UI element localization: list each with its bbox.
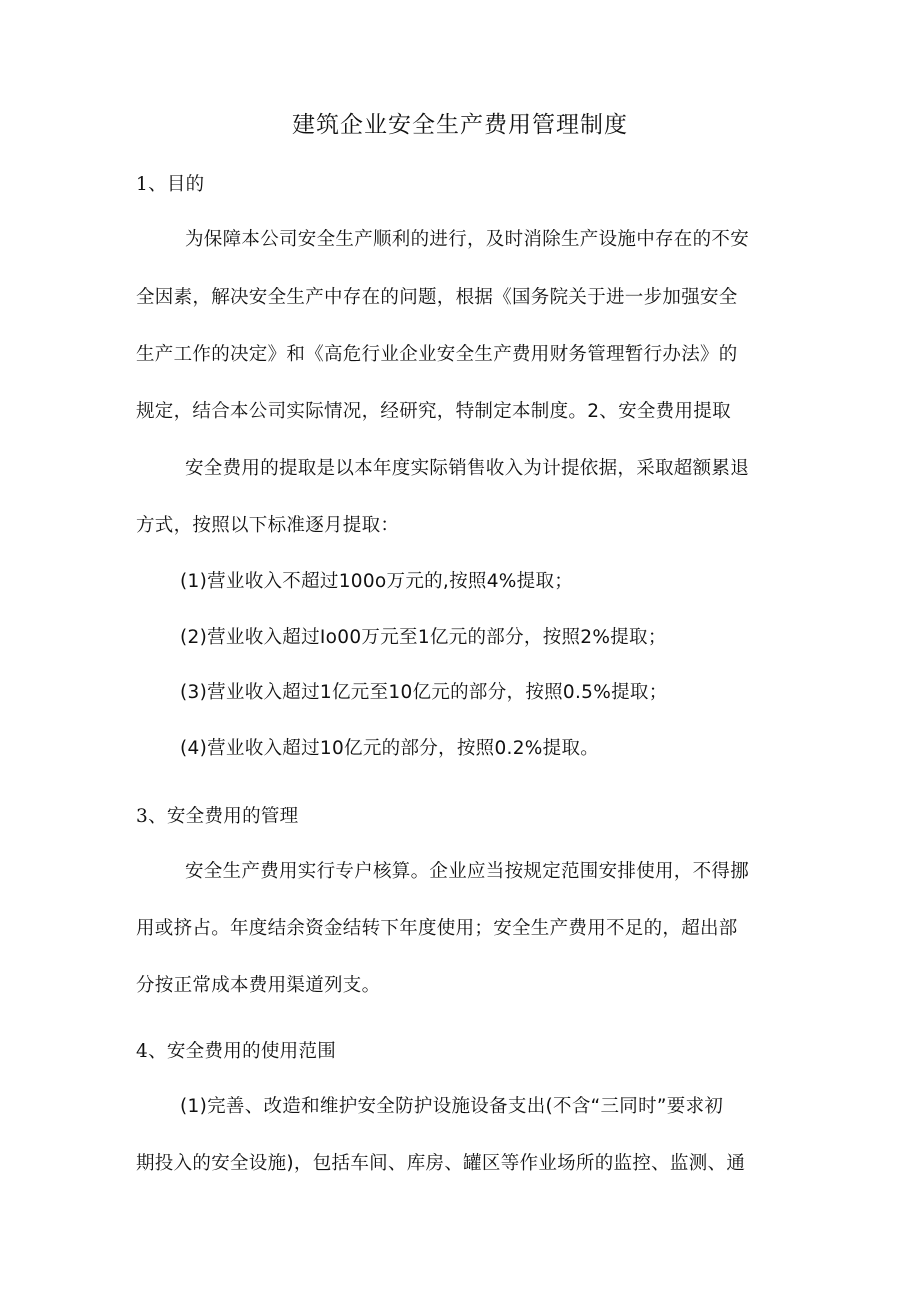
list-item-rate-4: (4)营业收入超过10亿元的部分，按照0.2%提取。: [180, 738, 600, 759]
paragraph-line: 安全费用的提取是以本年度实际销售收入为计提依据，采取超额累退: [185, 458, 750, 479]
section-heading-purpose: 1、目的: [136, 174, 205, 195]
section-heading-scope: 4、安全费用的使用范围: [136, 1041, 337, 1062]
paragraph-line: 为保障本公司安全生产顺利的进行，及时消除生产设施中存在的不安: [185, 229, 750, 250]
section-heading-management: 3、安全费用的管理: [136, 806, 299, 827]
list-item-rate-2: (2)营业收入超过Io00万元至1亿元的部分，按照2%提取；: [180, 627, 667, 648]
paragraph-line: 全因素，解决安全生产中存在的问题，根据《国务院关于进一步加强安全: [136, 287, 738, 308]
paragraph-line: 分按正常成本费用渠道列支。: [136, 975, 381, 996]
paragraph-line: 生产工作的决定》和《高危行业企业安全生产费用财务管理暂行办法》的: [136, 344, 738, 365]
paragraph-line: 用或挤占。年度结余资金结转下年度使用；安全生产费用不足的，超出部: [136, 918, 738, 939]
list-item-rate-3: (3)营业收入超过1亿元至10亿元的部分，按照0.5%提取；: [180, 682, 668, 703]
paragraph-line: 期投入的安全设施)，包括车间、库房、罐区等作业场所的监控、监测、通: [136, 1153, 746, 1174]
paragraph-line: (1)完善、改造和维护安全防护设施设备支出(不含“三同时”要求初: [180, 1096, 724, 1117]
document-title: 建筑企业安全生产费用管理制度: [292, 112, 628, 138]
paragraph-line: 安全生产费用实行专户核算。企业应当按规定范围安排使用，不得挪: [185, 861, 750, 882]
paragraph-line: 方式，按照以下标准逐月提取：: [136, 515, 400, 536]
list-item-rate-1: (1)营业收入不超过100o万元的,按照4%提取；: [180, 571, 574, 592]
paragraph-line: 规定，结合本公司实际情况，经研究，特制定本制度。2、安全费用提取: [136, 401, 731, 422]
